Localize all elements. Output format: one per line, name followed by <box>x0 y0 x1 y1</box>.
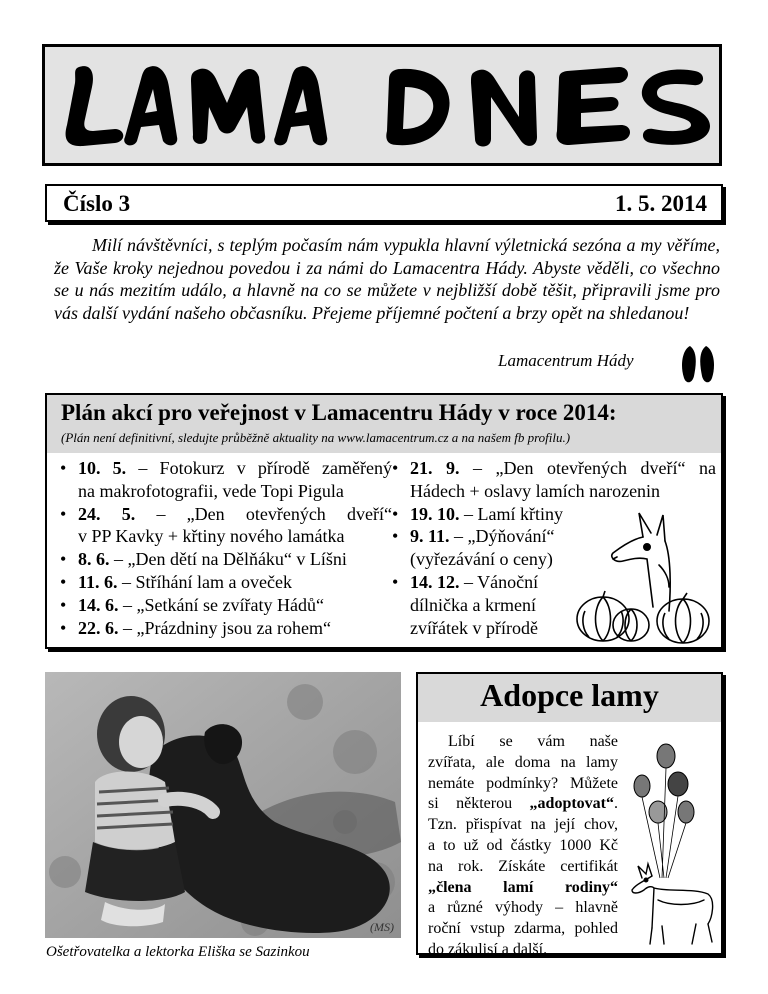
event-date: 24. 5. <box>78 503 136 524</box>
events-header <box>47 395 721 453</box>
event-text: dílnička a krmení <box>410 594 536 615</box>
photo-credit: (MS) <box>370 920 394 934</box>
event-date: 10. 5. <box>78 458 127 478</box>
intro-signature: Lamacentrum Hády <box>498 351 634 370</box>
event-text: – „Den otevřených dveří“ na <box>473 458 716 478</box>
adoption-line: si některou „adoptovat“. <box>428 795 618 813</box>
event-date: 21. 9. <box>410 458 460 478</box>
event-text: – Stříhání lam a oveček <box>122 571 292 592</box>
adoption-line: a to už od částky 1000 Kč <box>428 836 618 854</box>
events-title: Plán akcí pro veřejnost v Lamacentru Hády v roce 2014: <box>61 400 617 425</box>
llama-balloons-illustration <box>628 728 720 950</box>
event-text: – Vánoční <box>464 571 539 592</box>
event-text: – „Den otevřených dveří“ <box>156 503 392 524</box>
event-text: – Fotokurz v přírodě zaměřený <box>138 458 393 478</box>
event-item <box>59 457 392 503</box>
event-text: na makrofotografii, vede Topi Pigula <box>78 480 344 501</box>
event-item <box>59 594 392 617</box>
adoption-bold: „adoptovat“ <box>529 795 614 813</box>
adoption-line: roční vstup zdarma, pohled <box>428 920 618 938</box>
event-text: Hádech + oslavy lamích narozenin <box>410 480 661 501</box>
event-text: zvířátek v přírodě <box>410 617 538 638</box>
adoption-line: Tzn. přispívat na její chov, <box>428 816 618 834</box>
issue-number: Číslo 3 <box>63 191 131 216</box>
event-date: 9. 11. <box>410 526 450 547</box>
footprint-icon <box>678 344 718 384</box>
adoption-line: zvířata, ale doma na lamy <box>428 753 618 771</box>
event-text: v PP Kavky + křtiny nového lamátka <box>78 526 345 547</box>
event-text: (vyřezávání o ceny) <box>410 549 553 570</box>
adoption-title: Adopce lamy <box>480 677 659 713</box>
adoption-line: a různé výhody – hlavně <box>428 899 618 917</box>
adoption-line: do zákulisí a další. <box>428 940 548 958</box>
events-note: (Plán není definitivní, sledujte průběžně aktuality na www.lamacentrum.cz a na našem fb profilu.) <box>61 430 571 445</box>
adoption-line: „člena lamí rodiny“ <box>428 878 618 896</box>
photo-caption: Ošetřovatelka a lektorka Eliška se Sazinkou <box>46 944 310 960</box>
event-item <box>59 548 392 571</box>
adoption-line: na rok. Získáte certifikát <box>428 857 618 875</box>
llama-pumpkin-illustration <box>573 507 713 649</box>
event-item <box>59 503 392 549</box>
event-item <box>59 617 392 640</box>
event-text: – Lamí křtiny <box>464 503 563 524</box>
event-date: 14. 12. <box>410 571 460 592</box>
adoption-line: nemáte podmínky? Můžete <box>428 774 618 792</box>
adoption-text <box>428 732 618 961</box>
adoption-box <box>416 672 723 958</box>
intro-paragraph: Milí návštěvníci, s teplým počasím nám vypukla hlavní výletnická sezóna a my věříme, že Vaše kroky nejednou povedou i za námi do Lamacentra Hády. Abyste věděli, co všechno se u nás mezitím událo, a hlavně na co se můžete v nejbližší době těšit, připravili jsme pro vás další vydání našeho občasníku. Přejeme příjemné počtení a brzy opět na shledanou! <box>54 235 720 323</box>
event-text: – „Den dětí na Dělňáku“ v Líšni <box>114 549 347 570</box>
photo-llama-hug <box>45 672 401 938</box>
masthead <box>42 44 722 166</box>
adoption-header <box>418 674 721 722</box>
masthead-logo <box>45 47 719 163</box>
event-date: 19. 10. <box>410 503 460 524</box>
photo-image <box>45 672 401 938</box>
issue-date: 1. 5. 2014 <box>615 191 707 216</box>
event-text: – „Setkání se zvířaty Hádů“ <box>123 594 324 615</box>
events-list-left <box>59 457 392 639</box>
event-item <box>391 457 716 503</box>
event-date: 22. 6. <box>78 617 119 638</box>
issue-bar <box>45 184 723 222</box>
events-box <box>45 393 723 649</box>
adoption-line: Líbí se vám naše <box>448 733 618 750</box>
event-date: 14. 6. <box>78 594 119 615</box>
event-date: 8. 6. <box>78 549 110 570</box>
event-date: 11. 6. <box>78 571 118 592</box>
event-item <box>59 571 392 594</box>
event-text: – „Prázdniny jsou za rohem“ <box>123 617 331 638</box>
event-text: – „Dýňování“ <box>454 526 555 547</box>
